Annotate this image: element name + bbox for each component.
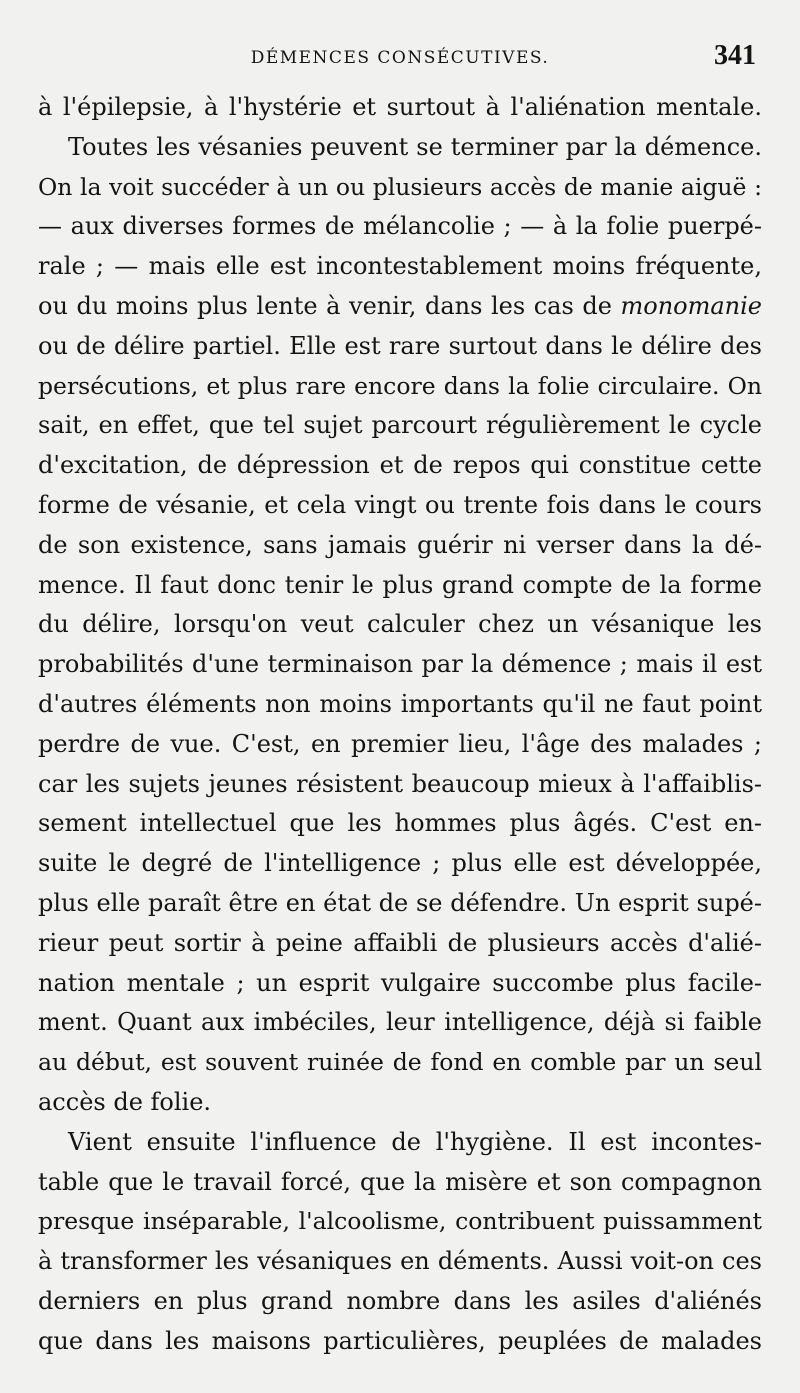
page-header xyxy=(38,40,762,76)
text-line: du délire, lorsqu'on veut calculer chez un vésanique les xyxy=(38,610,762,639)
text-line: d'autres éléments non moins importants qu'il ne faut point xyxy=(38,689,762,718)
text-line: au début, est souvent ruinée de fond en comble par un seul xyxy=(38,1048,762,1077)
text-line: table que le travail forcé, que la misère et son compagnon xyxy=(38,1167,762,1196)
text-line: sait, en effet, que tel sujet parcourt régulièrement le cycle xyxy=(38,411,762,440)
text-line: Vient ensuite l'influence de l'hygiène. Il est incontes- xyxy=(68,1127,762,1156)
text-line: presque inséparable, l'alcoolisme, contribuent puissamment xyxy=(38,1207,762,1236)
text-line: ment. Quant aux imbéciles, leur intelligence, déjà si faible xyxy=(38,1008,762,1037)
text-line: sement intellectuel que les hommes plus âgés. C'est en- xyxy=(38,809,762,838)
body-text xyxy=(38,88,762,1362)
text-line: car les sujets jeunes résistent beaucoup mieux à l'affaiblis- xyxy=(38,769,762,798)
italic-term: monomanie xyxy=(620,291,762,320)
text-line: que dans les maisons particulières, peuplées de malades xyxy=(38,1326,762,1355)
text-line: derniers en plus grand nombre dans les asiles d'aliénés xyxy=(38,1286,762,1315)
page-number: 341 xyxy=(714,40,756,71)
text-line: — aux diverses formes de mélancolie ; — à la folie puerpé- xyxy=(38,212,762,241)
text-line: rale ; — mais elle est incontestablement moins fréquente, xyxy=(38,252,762,281)
text-line: plus elle paraît être en état de se défendre. Un esprit supé- xyxy=(38,888,762,917)
text-line: perdre de vue. C'est, en premier lieu, l'âge des malades ; xyxy=(38,729,762,758)
text-line: à transformer les vésaniques en déments. Aussi voit-on ces xyxy=(38,1247,762,1276)
running-head: DÉMENCES CONSÉCUTIVES. xyxy=(250,48,550,68)
text-line: d'excitation, de dépression et de repos qui constitue cette xyxy=(38,451,762,480)
text-line: forme de vésanie, et cela vingt ou trente fois dans le cours xyxy=(38,490,762,519)
text-line: persécutions, et plus rare encore dans la folie circulaire. On xyxy=(38,371,762,400)
text-line: de son existence, sans jamais guérir ni verser dans la dé- xyxy=(38,530,762,559)
text-line: ou de délire partiel. Elle est rare surtout dans le délire des xyxy=(38,331,762,360)
text-line: à l'épilepsie, à l'hystérie et surtout à l'aliénation mentale. xyxy=(38,93,762,121)
text-line: Toutes les vésanies peuvent se terminer par la démence. xyxy=(68,132,762,161)
text-segment: ou du moins plus lente à venir, dans les cas de xyxy=(38,291,612,320)
text-line-with-italic xyxy=(38,287,762,327)
text-line: suite le degré de l'intelligence ; plus elle est développée, xyxy=(38,849,762,878)
text-line: On la voit succéder à un ou plusieurs accès de manie aiguë : xyxy=(38,172,762,201)
paragraph-end-line: accès de folie. xyxy=(38,1087,212,1116)
text-line: rieur peut sortir à peine affaibli de plusieurs accès d'alié- xyxy=(38,928,762,957)
text-line: probabilités d'une terminaison par la démence ; mais il est xyxy=(38,650,762,679)
text-line: nation mentale ; un esprit vulgaire succombe plus facile- xyxy=(38,968,762,997)
text-line: mence. Il faut donc tenir le plus grand compte de la forme xyxy=(38,570,762,599)
